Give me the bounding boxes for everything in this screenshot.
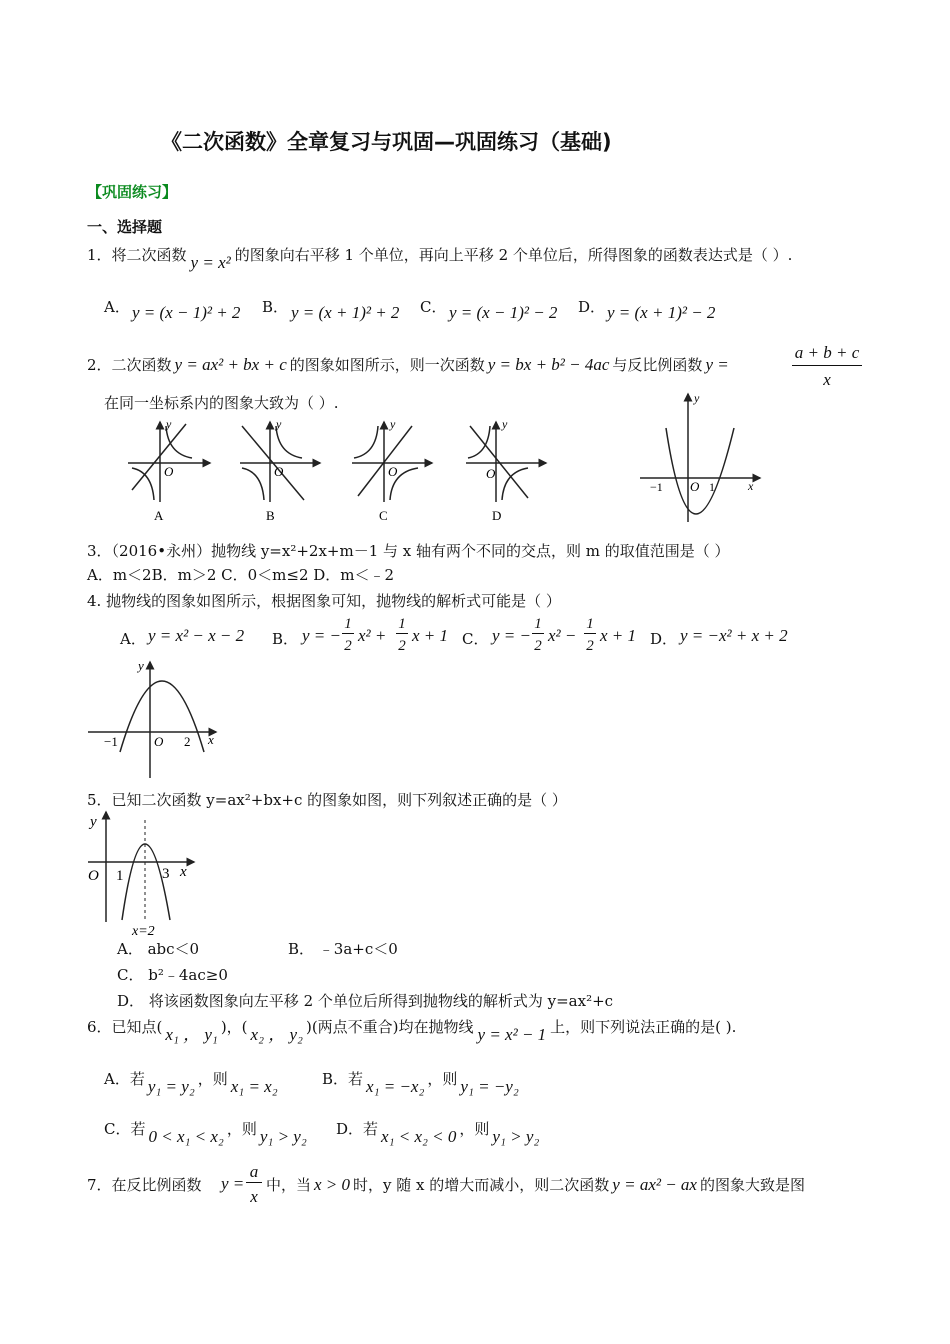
q1-option-b: y = (x + 1)² + 2	[291, 303, 400, 322]
q5-graph-origin: O	[88, 868, 99, 884]
q1-option-a: y = (x − 1)² + 2	[132, 303, 241, 322]
q6-option-d-then: ，则	[459, 1120, 490, 1138]
q6-option-a-label: A．若	[104, 1070, 145, 1088]
q1-prefix: 1．将二次函数	[87, 246, 187, 264]
q2-parabola-graph	[636, 390, 766, 525]
q4-graph-origin: O	[154, 734, 164, 749]
section-heading: 一、选择题	[87, 218, 163, 236]
q2-mid2: 与反比例函数	[612, 356, 703, 374]
q1-formula: y = x²	[190, 253, 231, 272]
q4-graph-x: x	[208, 732, 214, 747]
q2-line2: 在同一坐标系内的图象大致为（ ）.	[104, 394, 339, 412]
q6-option-c	[104, 1118, 310, 1146]
q2-graph-d-label: D	[492, 508, 502, 523]
q2-option-graphs	[118, 416, 558, 526]
q2-inverse-lhs: y =	[705, 355, 729, 374]
q2-graph-a	[128, 417, 210, 523]
q7-rest	[266, 1174, 805, 1196]
q5-graph-y: y	[90, 814, 97, 830]
q4-option-b-frac2-num: 1	[396, 616, 408, 634]
q2-quadratic: y = ax² + bx + c	[174, 355, 287, 374]
q7-frac-num: a	[246, 1162, 262, 1183]
q7-formula: y = ax² − ax	[612, 1175, 697, 1194]
q6-formula: y = x² − 1	[477, 1025, 547, 1044]
q6-option-c-label: C．若	[104, 1120, 146, 1138]
q2-inverse-denominator: x	[823, 370, 831, 389]
q4-options	[120, 616, 840, 660]
q7-mid1: 中，当	[266, 1176, 312, 1194]
q7-lhs: y =	[221, 1174, 245, 1193]
q4-option-a: y = x² − x − 2	[148, 626, 245, 645]
q2-graph-b-label: B	[266, 508, 275, 523]
q6-prefix: 6．已知点(	[87, 1018, 163, 1036]
q4-option-c-frac1-den: 2	[534, 638, 542, 654]
q2-prefix: 2．二次函数	[87, 356, 172, 374]
q6-option-b-result: y₁ = −y₂	[460, 1077, 519, 1096]
q6-mid: )，(	[220, 1018, 248, 1036]
q5-option-b: B． ﹣3a+c＜0	[288, 940, 398, 958]
q6-option-a	[104, 1068, 281, 1096]
q4-option-c-post: x + 1	[600, 626, 637, 645]
q4-option-c-frac2-den: 2	[586, 638, 594, 654]
q6-option-b	[322, 1068, 522, 1096]
q6-stem	[87, 1016, 737, 1044]
q4-option-b-frac2-den: 2	[398, 638, 406, 654]
q2-mid1: 的图象如图所示，则一次函数	[289, 356, 485, 374]
page-title: 《二次函数》全章复习与巩固—巩固练习（基础)	[161, 130, 612, 154]
q7-frac-den: x	[250, 1187, 258, 1206]
q4-graph-neg1: −1	[104, 734, 118, 749]
q2-graph-d	[466, 417, 546, 523]
q7-mid2: 时，y 随 x 的增大而减小，则二次函数	[353, 1176, 610, 1194]
q4-option-b-pre: y = −	[302, 626, 341, 645]
q6-point1: x₁ ， y₁	[165, 1025, 218, 1044]
q1-option-d-label: D．	[578, 298, 606, 316]
q6-option-d-result: y₁ > y₂	[492, 1127, 540, 1146]
q7-suffix: 的图象大致是图	[699, 1176, 805, 1194]
q4-option-d-label: D．	[650, 630, 678, 648]
q7-cond: x > 0	[314, 1175, 351, 1194]
q7-prefix: 7．在反比例函数	[87, 1176, 202, 1194]
q1-option-c: y = (x − 1)² − 2	[449, 303, 558, 322]
q4-option-a-label: A．	[120, 630, 146, 648]
q6-option-d-cond: x₁ < x₂ < 0	[381, 1127, 457, 1146]
q5-graph-1: 1	[116, 868, 124, 884]
q4-option-d: y = −x² + x + 2	[680, 626, 788, 645]
q2-inverse-numerator: a + b + c	[792, 343, 862, 366]
q2-graph-b-y: y	[276, 417, 282, 431]
q6-option-d	[336, 1118, 542, 1146]
q2-graph-a-label: A	[154, 508, 164, 523]
q4-option-b-mid: x² +	[358, 626, 387, 645]
q5-graph-x: x	[180, 864, 187, 880]
q6-option-b-label: B．若	[322, 1070, 364, 1088]
q2-graph-c-label: C	[379, 508, 388, 523]
q5-option-a: A． abc＜0	[117, 940, 200, 958]
q6-option-a-then: ，则	[197, 1070, 228, 1088]
q2-parabola-x: x	[748, 479, 754, 493]
q4-option-b-frac1-num: 1	[342, 616, 354, 634]
q4-graph	[84, 656, 224, 781]
q1-option-c-label: C．	[420, 298, 447, 316]
q2-parabola-neg1: −1	[650, 480, 663, 494]
q2-graph-d-origin: O	[486, 466, 496, 481]
q6-option-d-label: D．若	[336, 1120, 379, 1138]
q2-graph-c-origin: O	[388, 464, 398, 479]
q6-option-a-cond: y₁ = y₂	[147, 1077, 195, 1096]
q4-graph-y: y	[138, 658, 144, 673]
q6-suffix1: )(两点不重合)均在抛物线	[305, 1018, 474, 1036]
q2-graph-d-y: y	[502, 417, 508, 431]
q1-suffix: 的图象向右平移 1 个单位，再向上平移 2 个单位后，所得图象的函数表达式是（ ）.	[234, 246, 793, 264]
q2-graph-a-y: y	[166, 417, 172, 431]
q6-option-b-cond: x₁ = −x₂	[366, 1077, 425, 1096]
q5-option-d: D． 将该函数图象向左平移 2 个单位后所得到抛物线的解析式为 y=ax²+c	[117, 992, 614, 1010]
q4-option-c-frac1-num: 1	[532, 616, 544, 634]
q2-graph-a-origin: O	[164, 464, 174, 479]
q3-options: A．m＜2B．m＞2 C．0＜m≤2 D．m＜﹣2	[87, 566, 395, 584]
q4-option-c-mid: x² −	[548, 626, 577, 645]
q2-graph-b	[240, 417, 320, 523]
q6-option-b-then: ，则	[427, 1070, 458, 1088]
q2-parabola-y: y	[694, 391, 700, 405]
q6-option-c-result: y₁ > y₂	[259, 1127, 307, 1146]
q5-graph-3: 3	[162, 866, 170, 882]
q1-stem	[87, 244, 793, 272]
q4-stem: 4. 抛物线的图象如图所示，根据图象可知，抛物线的解析式可能是（ ）	[87, 592, 561, 610]
q4-option-b-label: B．	[272, 630, 299, 648]
q4-graph-2: 2	[184, 734, 191, 749]
q6-option-c-then: ，则	[226, 1120, 257, 1138]
q4-option-b-post: x + 1	[412, 626, 449, 645]
q4-option-c-frac2-num: 1	[584, 616, 596, 634]
q2-stem	[87, 354, 729, 376]
q4-option-b-frac1-den: 2	[344, 638, 352, 654]
q2-parabola-origin: O	[690, 479, 700, 494]
q4-option-c-label: C．	[462, 630, 489, 648]
q6-option-c-cond: 0 < x₁ < x₂	[148, 1127, 224, 1146]
q6-point2: x₂ ， y₂	[250, 1025, 303, 1044]
q4-option-c-pre: y = −	[492, 626, 531, 645]
q6-suffix2: 上，则下列说法正确的是( ).	[550, 1018, 737, 1036]
q2-parabola-1: 1	[709, 480, 715, 494]
q2-linear: y = bx + b² − 4ac	[487, 355, 610, 374]
q1-option-d: y = (x + 1)² − 2	[607, 303, 716, 322]
section-tag: 【巩固练习】	[87, 183, 178, 201]
q3-stem: 3．（2016•永州）抛物线 y=x²+2x+m－1 与 x 轴有两个不同的交点，则 m 的取值范围是（ ）	[87, 542, 730, 560]
q1-option-b-label: B．	[262, 298, 289, 316]
q2-graph-b-origin: O	[274, 464, 284, 479]
q5-graph-axis-of-symmetry: x=2	[132, 924, 155, 938]
q5-graph	[84, 808, 204, 938]
q2-graph-c	[352, 417, 432, 523]
q5-option-c: C． b²﹣4ac≥0	[117, 966, 228, 984]
q1-option-a-label: A．	[104, 298, 130, 316]
q5-stem: 5．已知二次函数 y=ax²+bx+c 的图象如图，则下列叙述正确的是（ ）	[87, 791, 567, 809]
q2-graph-c-y: y	[390, 417, 396, 431]
q6-option-a-result: x₁ = x₂	[230, 1077, 278, 1096]
